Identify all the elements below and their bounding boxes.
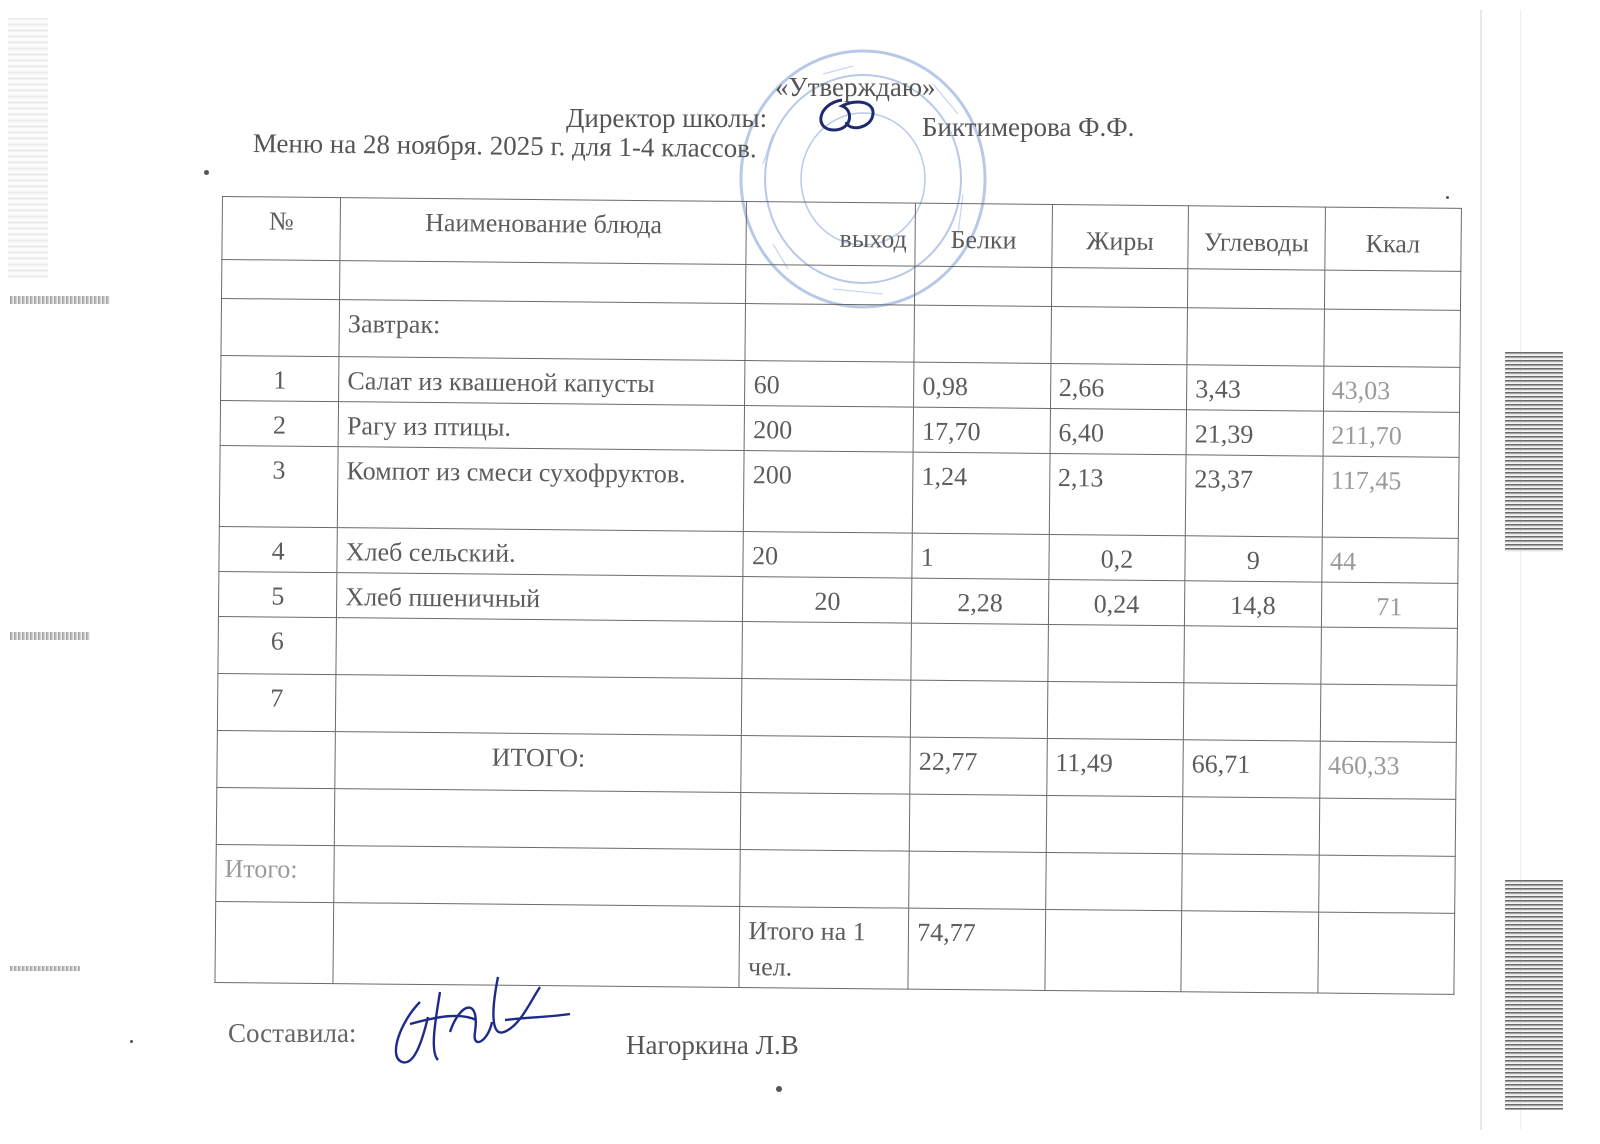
dish-kcal: 71 [1321, 582, 1458, 628]
col-header-carbs: Углеводы [1188, 206, 1325, 270]
col-header-number: № [222, 197, 341, 261]
scan-dot [776, 1086, 782, 1092]
per-person-row [215, 901, 1455, 994]
composer-label: Составила: [228, 1018, 357, 1048]
dish-name: Компот из смеси сухофруктов. [338, 447, 745, 532]
row-number: 4 [219, 526, 338, 572]
total-kcal: 460,33 [1319, 741, 1456, 799]
dish-carbs: 3,43 [1187, 365, 1324, 411]
menu-title: Меню на 28 ноября. 2025 г. для 1-4 классов. [252, 128, 757, 164]
dish-output: 20 [743, 577, 912, 624]
scan-noise-right-1 [1505, 352, 1563, 552]
dish-kcal: 117,45 [1322, 456, 1459, 538]
dish-carbs: 21,39 [1186, 410, 1323, 456]
dish-output: 20 [743, 532, 912, 579]
col-header-output: выход [746, 202, 915, 267]
col-header-fat: Жиры [1052, 204, 1189, 268]
row-number: 1 [221, 355, 340, 401]
row-number: 5 [218, 571, 337, 617]
dish-output: 60 [745, 361, 914, 408]
row-number: 3 [219, 445, 338, 527]
director-label: Директор школы: [566, 103, 768, 133]
dish-fat: 2,66 [1050, 363, 1187, 409]
meal-label: Завтрак: [339, 300, 746, 361]
table-header-row [222, 197, 1462, 272]
total-fat: 11,49 [1046, 738, 1183, 796]
table-row [219, 445, 1459, 538]
col-header-kcal: Ккал [1324, 207, 1461, 271]
dish-carbs: 9 [1185, 536, 1322, 582]
dish-carbs: 23,37 [1185, 455, 1322, 537]
dish-kcal: 43,03 [1323, 366, 1460, 412]
scan-dot [1446, 196, 1449, 199]
scan-edge-line-2 [1520, 10, 1521, 1130]
row-number: 6 [218, 616, 337, 674]
per-person-label: Итого на 1 чел. [739, 907, 909, 990]
total-carbs: 66,71 [1183, 740, 1320, 798]
dish-name: Хлеб пшеничный [337, 573, 744, 622]
menu-table [214, 196, 1461, 995]
scan-noise-left-3 [10, 966, 80, 971]
col-header-protein: Белки [915, 203, 1052, 267]
per-person-value: 74,77 [908, 908, 1045, 990]
dish-protein: 0,98 [914, 362, 1051, 408]
col-header-dish-name: Наименование блюда [340, 198, 747, 265]
director-name: Биктимерова Ф.Ф. [922, 112, 1135, 142]
scan-edge-line [1480, 10, 1482, 1130]
dish-kcal: 211,70 [1323, 411, 1460, 457]
scan-noise-left-2 [10, 632, 90, 640]
dish-name: Хлеб сельский. [337, 528, 744, 577]
scan-noise-left-1 [10, 296, 110, 304]
total-protein: 22,77 [910, 737, 1047, 795]
dish-name: Салат из квашеной капусты [339, 357, 746, 406]
dish-output: 200 [744, 451, 914, 534]
scan-noise-top-left [8, 18, 48, 278]
dish-name: Рагу из птицы. [338, 402, 745, 451]
dish-protein: 1 [912, 533, 1049, 579]
dish-protein: 2,28 [912, 578, 1049, 624]
dish-fat: 6,40 [1050, 408, 1187, 454]
dish-fat: 0,2 [1049, 534, 1186, 580]
itogo-small-label: Итого: [216, 844, 335, 902]
scan-noise-right-2 [1505, 880, 1563, 1110]
dish-protein: 17,70 [913, 407, 1050, 453]
row-number: 7 [217, 673, 336, 731]
scan-dot [130, 1040, 133, 1043]
dish-carbs: 14,8 [1185, 581, 1322, 627]
row-number: 2 [220, 400, 339, 446]
dish-fat: 0,24 [1048, 579, 1185, 625]
dish-fat: 2,13 [1049, 453, 1186, 535]
dish-output: 200 [745, 406, 914, 453]
composer-name: Нагоркина Л.В [626, 1030, 799, 1060]
dish-protein: 1,24 [913, 452, 1050, 534]
scan-dot [204, 170, 209, 175]
dish-kcal: 44 [1321, 537, 1458, 583]
approval-heading: «Утверждаю» [775, 72, 936, 102]
total-label: ИТОГО: [335, 732, 742, 793]
